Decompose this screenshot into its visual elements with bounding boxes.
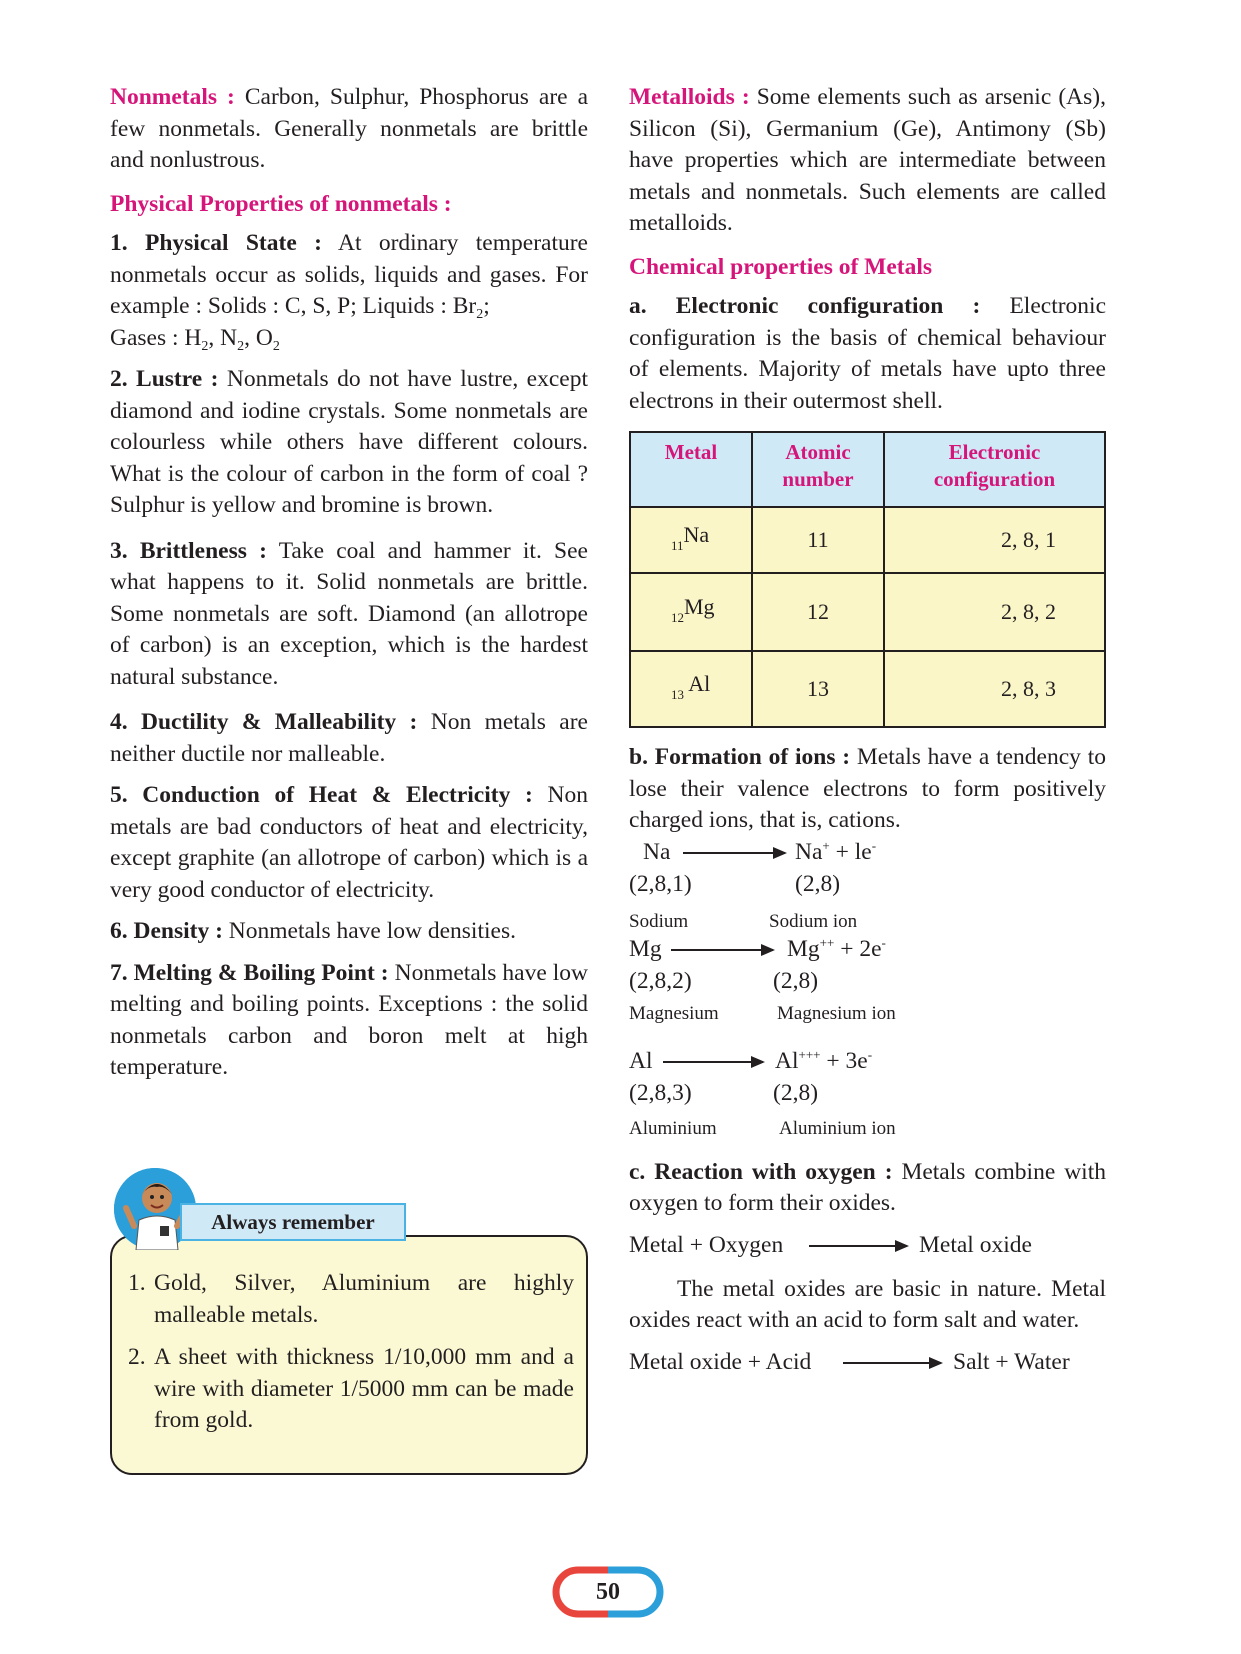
reaction-arrow-icon [843,1362,941,1364]
remember-item-number: 2. [128,1344,146,1370]
eq-right: Metal oxide [919,1231,1032,1258]
table-row [630,573,1105,651]
eq-product [787,934,886,966]
atomic-subscript: 13 [671,686,684,702]
eq-charge: ++ [819,934,835,950]
table-header: Electronic configuration [884,432,1105,507]
oxide-acid-equation [629,1347,1106,1379]
eq-reactant: Mg [629,935,662,962]
lustre-paragraph [110,364,588,522]
formation-ions-text: Metals have a tendency to lose their valence electrons to form positively charged ions, that is, cations. [629,744,1106,833]
table-cell-metal [630,573,752,651]
left-column [110,82,588,1084]
sodium-configs [629,869,1106,901]
metal-symbol: Al [688,670,711,696]
physical-state-text: At ordinary temperature nonmetals occur as solids, liquids and gases. For example : Solids : C, S, P; Liquids : Br [110,230,588,319]
eq-product [775,1046,872,1078]
table-row [630,507,1105,573]
eq-reactant-config: (2,8,3) [629,1079,692,1106]
remember-item [128,1268,574,1331]
electronic-config-table [629,431,1106,728]
density-text: Nonmetals have low densities. [222,918,516,944]
remember-item-text: A sheet with thickness 1/10,000 mm and a wire with diameter 1/5000 mm can be made from gold. [154,1344,574,1433]
nonmetals-heading: Nonmetals : [110,84,235,110]
electronic-config-paragraph [629,291,1106,417]
reaction-arrow-icon [663,1061,763,1063]
table-cell-metal [630,507,752,573]
metal-symbol: Mg [684,593,715,619]
eq-product-config: (2,8) [795,870,841,897]
reaction-arrow-icon [683,852,785,854]
magnesium-names [629,998,1106,1026]
brittleness-heading: 3. Brittleness : [110,537,267,564]
eq-product-name: Aluminium ion [779,1117,896,1139]
eq-reactant-config: (2,8,2) [629,967,692,994]
eq-electron-charge: - [867,1046,873,1062]
table-cell-atomic: 12 [752,573,884,651]
reaction-oxygen-heading: c. Reaction with oxygen : [629,1158,893,1185]
metal-oxides-paragraph: The metal oxides are basic in nature. Metal oxides react with an acid to form salt and water. [629,1275,1106,1333]
physical-state-heading: 1. Physical State : [110,230,322,256]
nonmetals-intro-text: Carbon, Sulphur, Phosphorus are a few nonmetals. Generally nonmetals are brittle and nonlustrous. [110,84,588,173]
metalloids-text: Some elements such as arsenic (As), Silicon (Si), Germanium (Ge), Antimony (Sb) have properties which are intermediate between metals and nonmetals. Such elements are called metalloids. [629,84,1106,236]
metal-symbol: Na [683,521,710,547]
ductility-text: Non metals are neither ductile nor malleable. [110,709,588,767]
ductility-heading: 4. Ductility & Malleability : [110,709,418,735]
eq-product [795,837,876,869]
conduction-heading: 5. Conduction of Heat & Electricity : [110,782,533,808]
eq-reactant: Al [629,1047,653,1074]
eq-reactant-name: Magnesium [629,1002,719,1024]
table-header: Atomic number [752,432,884,507]
reaction-oxygen-text: Metals combine with oxygen to form their oxides. [629,1158,1106,1216]
table-cell-atomic: 11 [752,507,884,573]
lustre-text: Nonmetals do not have lustre, except diamond and iodine crystals. Some nonmetals are colourless while others have different colours. What is the colour of carbon in the form of coal ? Sulphur is yellow and bromine is brown. [110,366,589,518]
remember-item [128,1342,574,1437]
eq-electrons: + 2e [834,935,882,962]
aluminium-configs [629,1078,1106,1110]
aluminium-names [629,1113,1106,1141]
page-number-badge [552,1566,664,1618]
sodium-names [629,906,1106,934]
physical-properties-heading: Physical Properties of nonmetals : [110,190,452,217]
eq-product-symbol: Na [795,838,823,865]
electronic-config-text: Electronic configuration is the basis of chemical behaviour of elements. Majority of metals have upto three electrons in their outermost shell. [629,293,1107,414]
table-cell-config: 2, 8, 1 [884,507,1105,573]
remember-divider [400,1235,550,1237]
metalloids-paragraph [629,82,1106,240]
chemical-properties-heading: Chemical properties of Metals [629,253,933,280]
eq-charge: +++ [798,1046,821,1062]
atomic-subscript: 11 [671,537,684,553]
eq-electron-charge: - [871,837,877,853]
eq-left: Metal + Oxygen [629,1231,784,1258]
melting-heading: 7. Melting & Boiling Point : [110,959,389,986]
gases-text: Gases : H [110,324,202,351]
eq-product-name: Sodium ion [769,910,858,932]
eq-right: Salt + Water [953,1348,1070,1375]
density-heading: 6. Density : [110,918,223,944]
metal-oxygen-equation [629,1230,1106,1262]
magnesium-configs [629,966,1106,998]
eq-product-config: (2,8) [773,1079,819,1106]
ductility-paragraph [110,707,588,770]
table-cell-atomic: 13 [752,651,884,727]
eq-electrons: + 3e [820,1047,868,1074]
reaction-arrow-icon [809,1245,907,1247]
table-cell-metal [630,651,752,727]
remember-item-text: Gold, Silver, Aluminium are highly malleable metals. [154,1270,574,1328]
eq-electron-charge: - [881,934,886,950]
eq-product-name: Magnesium ion [777,1002,896,1024]
page-number: 50 [596,1579,620,1605]
reaction-oxygen-paragraph [629,1157,1106,1220]
brittleness-paragraph [110,536,588,694]
table-cell-config: 2, 8, 2 [884,573,1105,651]
remember-list [128,1268,574,1448]
eq-reactant-name: Sodium [629,910,689,932]
formation-ions-heading: b. Formation of ions : [629,744,851,770]
always-remember-badge: Always remember [180,1203,406,1241]
table-cell-config: 2, 8, 3 [884,651,1105,727]
conduction-text: Non metals are bad conductors of heat and electricity, except graphite (an allotrope of carbon) which is a very good conductor of electricity. [110,782,588,903]
electronic-config-heading: a. Electronic configuration : [629,293,981,319]
metalloids-heading: Metalloids : [629,84,750,110]
eq-reactant: Na [643,838,671,865]
table-row [630,651,1105,727]
always-remember-box [110,1168,590,1546]
eq-electrons: + le [829,838,872,865]
eq-left: Metal oxide + Acid [629,1348,812,1375]
conduction-paragraph [110,780,588,906]
lustre-heading: 2. Lustre : [110,366,219,392]
brittleness-text: Take coal and hammer it. See what happens to it. Solid nonmetals are brittle. Some nonmetals are soft. Diamond (an allotrope of carbon) is an exception, which is the hardest natural substance. [110,537,588,690]
reaction-arrow-icon [671,949,773,951]
eq-product-config: (2,8) [773,967,819,994]
magnesium-equation [629,934,1106,966]
eq-product-symbol: Al [775,1047,799,1074]
eq-product-symbol: Mg [787,935,820,962]
melting-text: Nonmetals have low melting and boiling points. Exceptions : the solid nonmetals carbon and boron melt at high temperature. [110,959,588,1080]
nonmetals-intro [110,82,588,177]
sodium-equation [629,837,1106,869]
melting-paragraph [110,958,588,1084]
eq-charge: + [822,837,830,853]
remember-item-number: 1. [128,1270,146,1296]
physical-state-paragraph: 1. Physical State : At ordinary temperature nonmetals occur as solids, liquids and gases. For example : Solids : C, S, P; Liquids : $Br_2$; Gases : $H_2$, $N_2$, $O_2$ [110,230,588,354]
density-paragraph [110,916,588,948]
table-header-row [630,432,1105,507]
formation-ions-paragraph [629,742,1106,837]
aluminium-equation [629,1046,1106,1078]
table-header: Metal [630,432,752,507]
eq-reactant-name: Aluminium [629,1117,717,1139]
eq-reactant-config: (2,8,1) [629,870,692,897]
right-column [629,82,1106,1379]
atomic-subscript: 12 [671,609,684,625]
